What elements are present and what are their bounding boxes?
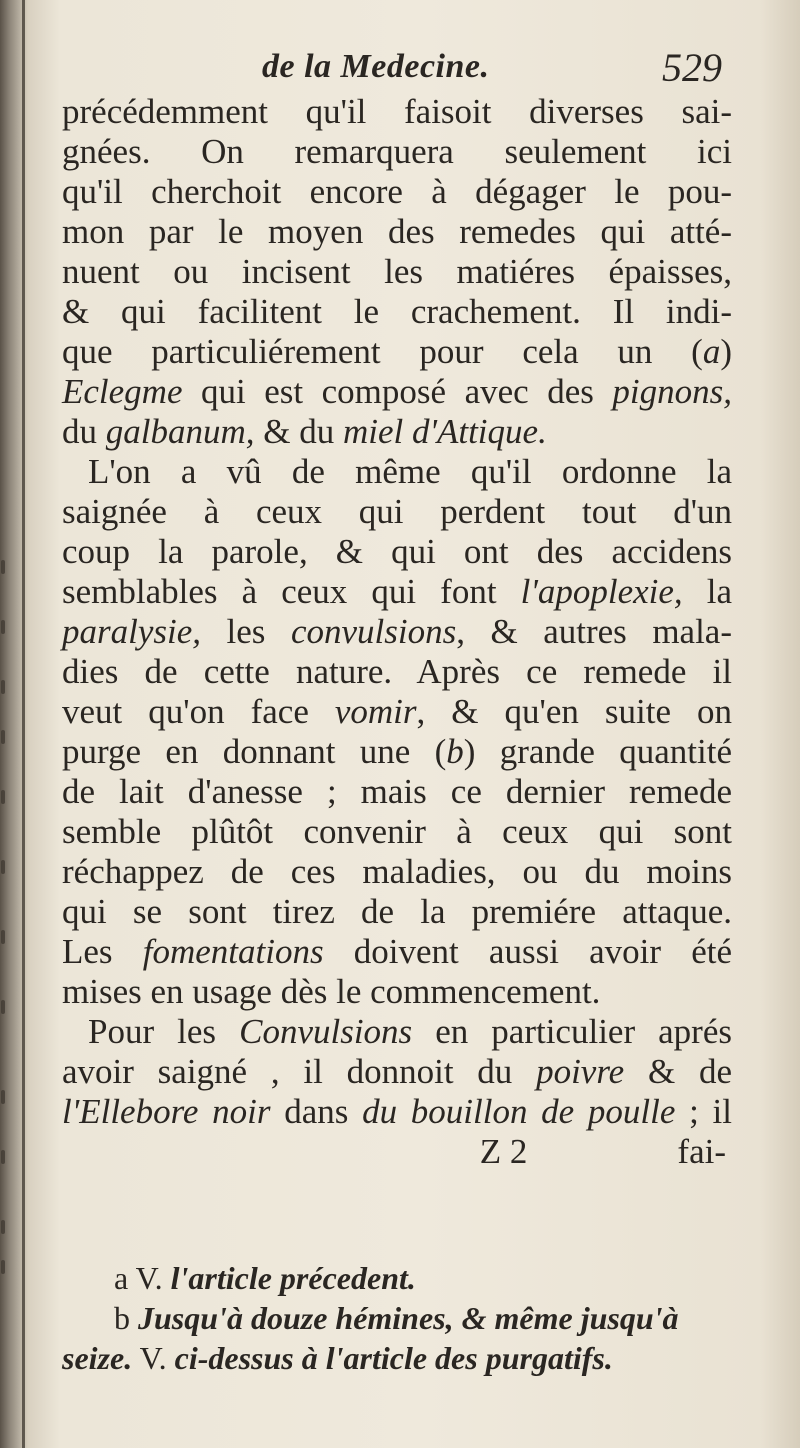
text-run: ; il	[675, 1092, 732, 1131]
text-run: , & qu'en suite on	[416, 692, 733, 731]
text-run: semblables à ceux qui font	[62, 572, 521, 611]
text-run: avoir saigné , il donnoit du	[62, 1052, 537, 1091]
italic-run: vomir	[334, 692, 417, 731]
italic-run: Convulsions	[239, 1012, 413, 1051]
text-line	[62, 212, 732, 252]
running-title: de la Medecine.	[262, 48, 490, 85]
text-run: veut qu'on face	[62, 692, 335, 731]
text-run: purge en donnant une (	[62, 732, 447, 771]
running-head	[62, 45, 722, 98]
text-run: que particuliérement pour cela un (	[62, 332, 703, 371]
text-line	[62, 292, 732, 332]
text-line	[62, 1092, 732, 1132]
italic-run: l'apoplexie,	[520, 572, 683, 611]
text-run: la	[682, 572, 732, 611]
binding-gutter	[22, 0, 25, 1448]
text-run: coup la parole, & qui ont des accidens	[62, 532, 732, 571]
text-line	[62, 372, 732, 412]
italic-run: poivre	[536, 1052, 625, 1091]
text-line	[62, 1012, 732, 1052]
italic-run: galbanum,	[105, 412, 255, 451]
italic-run: ci-dessus à l'article des purgatifs.	[174, 1340, 613, 1376]
text-run: & du	[254, 412, 343, 451]
text-run: L'on a vû de même qu'il ordonne la	[88, 452, 732, 491]
text-run: & qui facilitent le crachement. Il indi-	[62, 292, 732, 331]
italic-run: Eclegme	[62, 372, 183, 411]
text-line	[62, 132, 732, 172]
footnote-line	[62, 1338, 732, 1378]
text-run: les	[201, 612, 291, 651]
text-run: du	[62, 412, 106, 451]
italic-run: du bouillon de poulle	[362, 1092, 676, 1131]
bleed-through-marks	[0, 560, 8, 1360]
italic-run: fomentations	[142, 932, 324, 971]
text-run: gnées. On remarquera seulement ici	[62, 132, 732, 171]
italic-run: l'article précedent.	[170, 1260, 416, 1296]
text-line	[62, 92, 732, 132]
text-run: V.	[132, 1340, 175, 1376]
text-run: , & autres mala-	[456, 612, 733, 651]
italic-run: paralysie,	[62, 612, 202, 651]
body-text	[62, 92, 732, 1172]
footnote-line	[62, 1258, 732, 1298]
text-line	[62, 532, 732, 572]
text-line	[62, 732, 732, 772]
text-run: saignée à ceux qui perdent tout d'un	[62, 492, 732, 531]
footnotes	[62, 1258, 732, 1378]
text-line	[62, 412, 732, 452]
italic-run: pignons,	[612, 372, 732, 411]
text-run: dies de cette nature. Après ce remede il	[62, 652, 732, 691]
italic-run: seize.	[62, 1340, 133, 1376]
text-line	[62, 492, 732, 532]
italic-run: convulsions	[290, 612, 457, 651]
text-run: b	[114, 1300, 138, 1336]
text-line	[62, 972, 732, 1012]
italic-run: l'Ellebore noir	[62, 1092, 271, 1131]
text-line	[62, 332, 732, 372]
text-line	[62, 1052, 732, 1092]
italic-run: b	[446, 732, 464, 771]
text-run: dans	[270, 1092, 363, 1131]
text-line	[62, 932, 732, 972]
text-run: & de	[624, 1052, 732, 1091]
text-line	[62, 892, 732, 932]
text-line	[62, 172, 732, 212]
text-run: de lait d'anesse ; mais ce dernier remede	[62, 772, 732, 811]
italic-run: a	[702, 332, 721, 371]
catchline	[62, 1132, 732, 1172]
text-run: a V.	[114, 1260, 171, 1296]
text-run: nuent ou incisent les matiéres épaisses,	[62, 252, 732, 291]
text-run: doivent aussi avoir été	[323, 932, 732, 971]
text-line	[62, 652, 732, 692]
text-run: mon par le moyen des remedes qui atté-	[62, 212, 732, 251]
text-line	[62, 252, 732, 292]
text-line	[62, 452, 732, 492]
text-run: en particulier aprés	[412, 1012, 732, 1051]
text-run: qui est composé avec des	[182, 372, 613, 411]
text-run: )	[720, 332, 732, 371]
text-line	[62, 612, 732, 652]
signature-mark: Z 2	[479, 1132, 528, 1171]
catchword: fai-	[677, 1132, 726, 1171]
text-run: réchappez de ces maladies, ou du moins	[62, 852, 732, 891]
italic-run: miel d'Attique.	[342, 412, 547, 451]
text-line	[62, 692, 732, 732]
footnote-line	[62, 1298, 732, 1338]
text-line	[62, 772, 732, 812]
text-run: précédemment qu'il faisoit diverses sai-	[62, 92, 732, 131]
text-line	[62, 572, 732, 612]
page-number: 529	[662, 45, 722, 90]
text-line	[62, 852, 732, 892]
text-run: qui se sont tirez de la premiére attaque.	[62, 892, 732, 931]
text-run: semble plûtôt convenir à ceux qui sont	[62, 812, 732, 851]
text-line	[62, 812, 732, 852]
text-run: Pour les	[88, 1012, 240, 1051]
text-run: Les	[62, 932, 143, 971]
italic-run: Jusqu'à douze hémines, & même jusqu'à	[138, 1300, 679, 1336]
text-run: mises en usage dès le commencement.	[62, 972, 601, 1011]
text-run: ) grande quantité	[463, 732, 732, 771]
text-run: qu'il cherchoit encore à dégager le pou-	[62, 172, 732, 211]
